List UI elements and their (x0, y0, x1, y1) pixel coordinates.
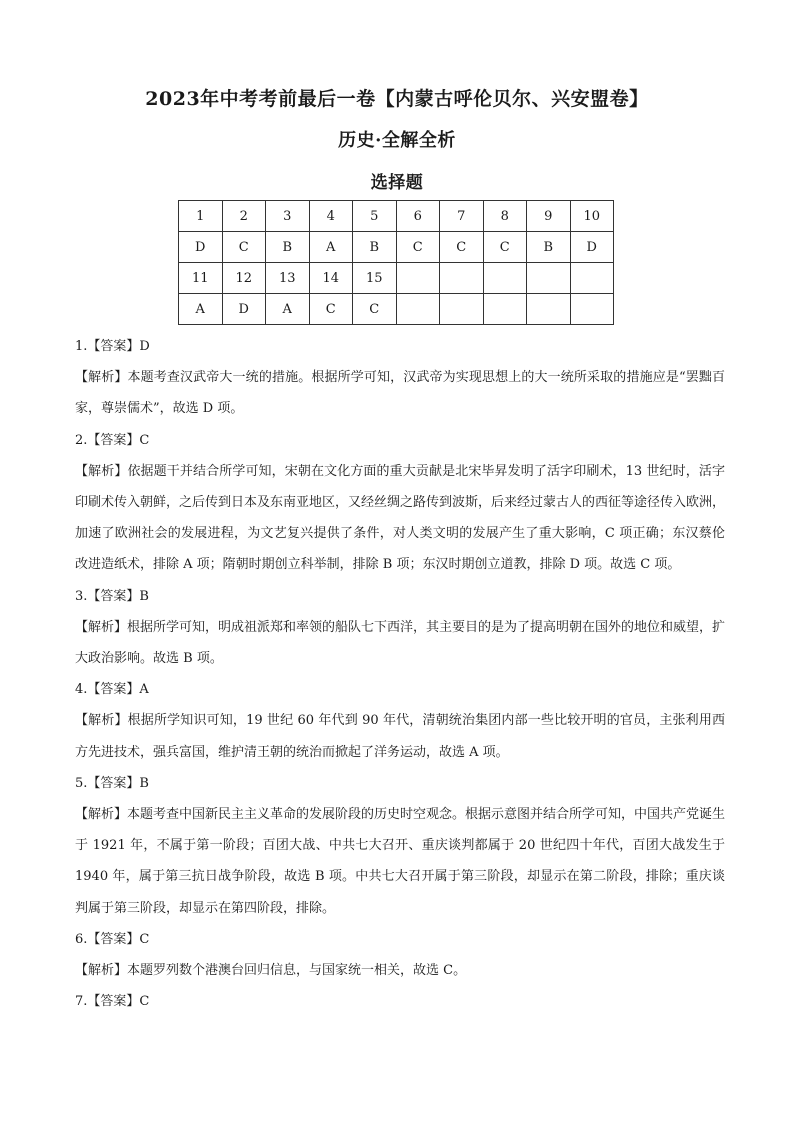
table-cell: 1 (179, 201, 223, 232)
table-cell (570, 294, 614, 325)
table-cell (440, 263, 484, 294)
table-cell: 9 (527, 201, 571, 232)
table-cell: D (570, 232, 614, 263)
answer-explanations (75, 331, 725, 1017)
table-cell: 13 (266, 263, 310, 294)
table-cell: 10 (570, 201, 614, 232)
table-cell: B (527, 232, 571, 263)
table-row (179, 294, 614, 325)
table-cell: D (222, 294, 266, 325)
answer-table (178, 200, 614, 325)
section-title: 选择题 (370, 173, 424, 193)
explanation-paragraph: 【解析】依据题干并结合所学可知，宋朝在文化方面的重大贡献是北宋毕昇发明了活字印刷术，13 世纪时，活字印刷术传入朝鲜，之后传到日本及东南亚地区，又经丝绸之路传到波斯，后来经过蒙古人的西征等途径传入欧洲，加速了欧洲社会的发展进程，为文艺复兴提供了条件，对人类文明的发展产生了重大影响，C 项正确；东汉蔡伦改进造纸术，排除 A 项；隋朝时期创立科举制，排除 B 项；东汉时期创立道教，排除 D 项。故选 C 项。 (75, 463, 726, 573)
table-cell (483, 263, 527, 294)
table-cell (396, 294, 440, 325)
table-cell: 5 (353, 201, 397, 232)
page-subtitle: 历史·全解全析 (338, 130, 456, 151)
explanation-paragraph: 【解析】根据所学可知，明成祖派郑和率领的船队七下西洋，其主要目的是为了提高明朝在国外的地位和威望，扩大政治影响。故选 B 项。 (75, 619, 726, 667)
table-cell: 6 (396, 201, 440, 232)
answer-line: 7.【答案】C (75, 994, 150, 1010)
table-cell: C (483, 232, 527, 263)
answer-line: 2.【答案】C (75, 432, 150, 448)
explanation-paragraph: 【解析】本题考查汉武帝大一统的措施。根据所学可知，汉武帝为实现思想上的大一统所采取的措施应是“罢黜百家，尊崇儒术”，故选 D 项。 (75, 370, 725, 417)
answer-line: 6.【答案】C (75, 931, 150, 947)
table-row (179, 232, 614, 263)
page-title: 2023年中考考前最后一卷【内蒙古呼伦贝尔、兴安盟卷】 (145, 88, 649, 110)
table-cell (527, 263, 571, 294)
table-cell: C (353, 294, 397, 325)
table-cell: 15 (353, 263, 397, 294)
table-cell: 11 (179, 263, 223, 294)
table-cell: C (396, 232, 440, 263)
table-cell: B (353, 232, 397, 263)
answer-line: 1.【答案】D (75, 339, 150, 354)
explanation-paragraph: 【解析】根据所学知识可知，19 世纪 60 年代到 90 年代，清朝统治集团内部一些比较开明的官员，主张利用西方先进技术，强兵富国，维护清王朝的统治而掀起了洋务运动，故选 A 项。 (75, 713, 725, 760)
table-cell: 7 (440, 201, 484, 232)
table-cell: 8 (483, 201, 527, 232)
explanation-paragraph: 【解析】本题罗列数个港澳台回归信息，与国家统一相关，故选 C。 (75, 963, 467, 979)
table-row (179, 201, 614, 232)
table-cell: A (309, 232, 353, 263)
answer-line: 5.【答案】B (75, 775, 149, 791)
table-cell: C (222, 232, 266, 263)
table-cell: 3 (266, 201, 310, 232)
answer-line: 3.【答案】B (75, 588, 149, 604)
table-cell (440, 294, 484, 325)
table-cell: B (266, 232, 310, 263)
table-cell: A (179, 294, 223, 325)
answer-line: 4.【答案】A (75, 682, 149, 698)
table-cell: 14 (309, 263, 353, 294)
table-cell (483, 294, 527, 325)
table-cell: A (266, 294, 310, 325)
table-row (179, 263, 614, 294)
table-cell (527, 294, 571, 325)
explanation-paragraph: 【解析】本题考查中国新民主主义革命的发展阶段的历史时空观念。根据示意图并结合所学可知，中国共产党诞生于 1921 年，不属于第一阶段；百团大战、中共七大召开、重庆谈判都属于 20 世纪四十年代，百团大战发生于 1940 年，属于第三抗日战争阶段，故选 B 项。中共七大召开属于第三阶段，却显示在第二阶段，排除；重庆谈判属于第三阶段，却显示在第四阶段，排除。 (75, 807, 726, 916)
table-cell: 12 (222, 263, 266, 294)
table-cell: 4 (309, 201, 353, 232)
table-cell: C (440, 232, 484, 263)
table-cell: D (179, 232, 223, 263)
table-cell (396, 263, 440, 294)
table-cell: C (309, 294, 353, 325)
table-cell (570, 263, 614, 294)
table-cell: 2 (222, 201, 266, 232)
